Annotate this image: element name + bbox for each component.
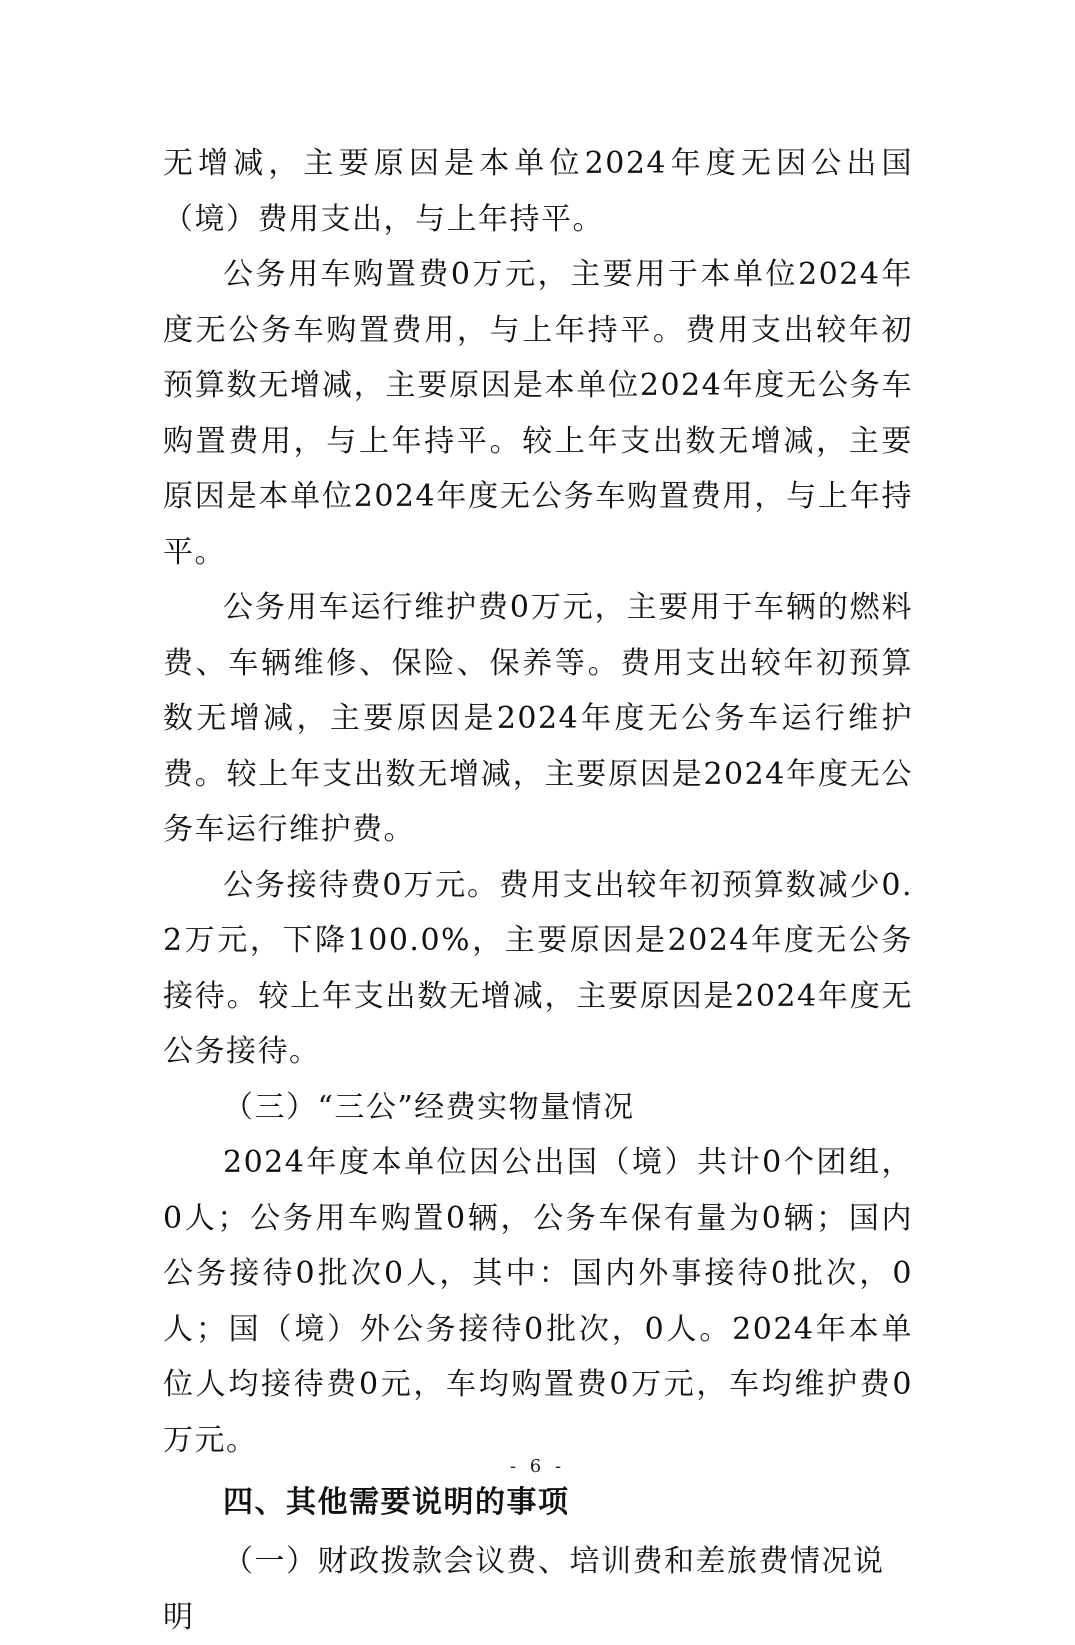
paragraph-vehicle-maintenance: 公务用车运行维护费0万元，主要用于车辆的燃料费、车辆维修、保险、保养等。费用支出较年初预算数无增减，主要原因是2024年度无公务车运行维护费。较上年支出数无增减，主要原因是2024年度无公务车运行维护费。 bbox=[163, 590, 913, 847]
subheading-one-meeting-training-travel: （一）财政拨款会议费、培训费和差旅费情况说明 bbox=[163, 1544, 885, 1635]
subheading-three-public-physical: （三）“三公”经费实物量情况 bbox=[223, 1089, 635, 1125]
paragraph-reception: 公务接待费0万元。费用支出较年初预算数减少0.2万元，下降100.0%，主要原因是2024年度无公务接待。较上年支出数无增减，主要原因是2024年度无公务接待。 bbox=[163, 867, 913, 1069]
paragraph-physical-quantity: 2024年度本单位因公出国（境）共计0个团组，0人；公务用车购置0辆，公务车保有量为0辆；国内公务接待0批次0人，其中：国内外事接待0批次，0人；国（境）外公务接待0批次，0人。2024年本单位人均接待费0元，车均购置费0万元，车均维护费0万元。 bbox=[163, 1145, 913, 1458]
paragraph-continued: 无增减，主要原因是本单位2024年度无因公出国（境）费用支出，与上年持平。 bbox=[163, 146, 913, 237]
heading-other-matters: 四、其他需要说明的事项 bbox=[223, 1485, 570, 1520]
document-body bbox=[163, 136, 913, 1645]
page-number: - 6 - bbox=[509, 1456, 566, 1477]
paragraph-vehicle-purchase: 公务用车购置费0万元，主要用于本单位2024年度无公务车购置费用，与上年持平。费用支出较年初预算数无增减，主要原因是本单位2024年度无公务车购置费用，与上年持平。较上年支出数无增减，主要原因是本单位2024年度无公务车购置费用，与上年持平。 bbox=[163, 257, 913, 570]
